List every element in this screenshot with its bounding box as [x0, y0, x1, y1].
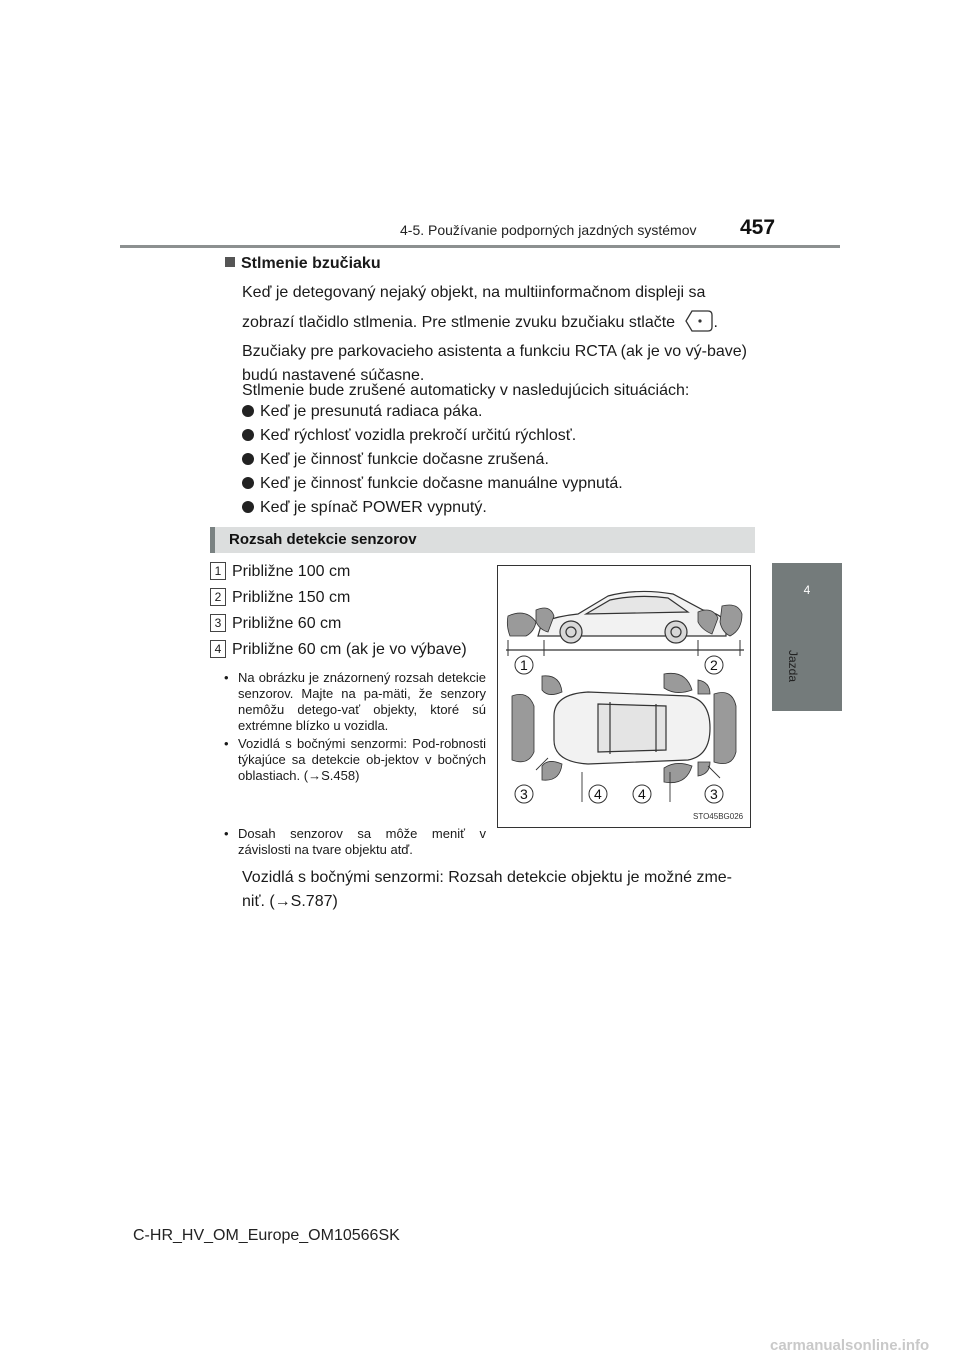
page-number: 457	[740, 216, 776, 239]
callout-number: 3	[210, 614, 226, 632]
callout-2-label: 2	[710, 657, 718, 673]
list-item: 2 Približne 150 cm	[210, 588, 350, 607]
mute-button-icon	[684, 309, 714, 333]
callout-number: 1	[210, 562, 226, 580]
note-item: • Vozidlá s bočnými senzormi: Pod-robnosti týkajúce sa detekcie ob-jektov v bočných oblastiach. (→S.458)	[224, 736, 486, 783]
bullet-dot-icon	[242, 453, 254, 465]
list-item: Keď je činnosť funkcie dočasne manuálne vypnutá.	[242, 475, 623, 493]
car-top-view-icon	[554, 692, 710, 764]
list-item: 4 Približne 60 cm (ak je vo výbave)	[210, 640, 467, 659]
section-title-bar	[210, 527, 755, 553]
buzzer-heading	[225, 255, 381, 273]
callout-4-left-label: 4	[594, 786, 602, 802]
sensor-range-diagram	[498, 566, 750, 827]
figure-code: STO45BG026	[693, 812, 744, 821]
bullet-dot-icon	[242, 429, 254, 441]
callout-4-right-label: 4	[638, 786, 646, 802]
running-header-section: 4-5. Používanie podporných jazdných systémov	[400, 222, 697, 238]
buzzer-paragraph-2: Bzučiaky pre parkovacieho asistenta a funkciu RCTA (ak je vo vý-bave) budú nastavené súčasne.	[242, 343, 747, 384]
closing-line-2: niť. (→S.787)	[242, 893, 338, 910]
callout-1-label: 1	[520, 657, 528, 673]
buzzer-title: Stlmenie bzučiaku	[241, 255, 381, 272]
bullet-dot-icon	[242, 477, 254, 489]
list-item: 3 Približne 60 cm	[210, 614, 341, 633]
list-item: Keď je činnosť funkcie dočasne zrušená.	[242, 451, 549, 469]
buzzer-line2-text: zobrazí tlačidlo stlmenia. Pre stlmenie zvuku bzučiaku stlačte	[242, 314, 676, 331]
chapter-number: 4	[803, 583, 811, 597]
callout-number: 4	[210, 640, 226, 658]
detection-title: Rozsah detekcie senzorov	[229, 531, 417, 548]
bullet-dot-icon	[242, 501, 254, 513]
document-footer: C-HR_HV_OM_Europe_OM10566SK	[133, 1227, 400, 1244]
closing-line-1: Vozidlá s bočnými senzormi: Rozsah detekcie objektu je možné zme-	[242, 869, 732, 886]
callout-3-right-label: 3	[710, 786, 718, 802]
list-item: Keď je presunutá radiaca páka.	[242, 403, 482, 421]
bullet-dot-icon	[242, 405, 254, 417]
watermark: carmanualsonline.info	[770, 1337, 930, 1354]
square-bullet-icon	[225, 257, 235, 267]
header-rule	[120, 245, 840, 248]
callout-3-left-label: 3	[520, 786, 528, 802]
buzzer-paragraph-line1: Keď je detegovaný nejaký objekt, na multiinformačnom displeji sa	[242, 284, 706, 301]
buzzer-paragraph-3: Stlmenie bude zrušené automaticky v nasledujúcich situáciách:	[242, 382, 690, 399]
list-item: 1 Približne 100 cm	[210, 562, 350, 581]
callout-number: 2	[210, 588, 226, 606]
buzzer-paragraph-line2: zobrazí tlačidlo stlmenia. Pre stlmenie zvuku bzučiaku stlačte .	[242, 309, 762, 335]
note-item: • Na obrázku je znázornený rozsah detekcie senzorov. Majte na pa-mäti, že senzory nemôžu detego-vať objekty, ktoré sú extrémne blízko u vozidla.	[224, 670, 486, 733]
chapter-tab	[772, 563, 842, 711]
note-item: • Dosah senzorov sa môže meniť v závislosti na tvare objektu atď.	[224, 826, 486, 857]
list-item: Keď je spínač POWER vypnutý.	[242, 499, 487, 517]
list-item: Keď rýchlosť vozidla prekročí určitú rýchlosť.	[242, 427, 576, 445]
sensor-range-figure	[497, 565, 751, 828]
chapter-name: Jazda	[786, 650, 800, 683]
